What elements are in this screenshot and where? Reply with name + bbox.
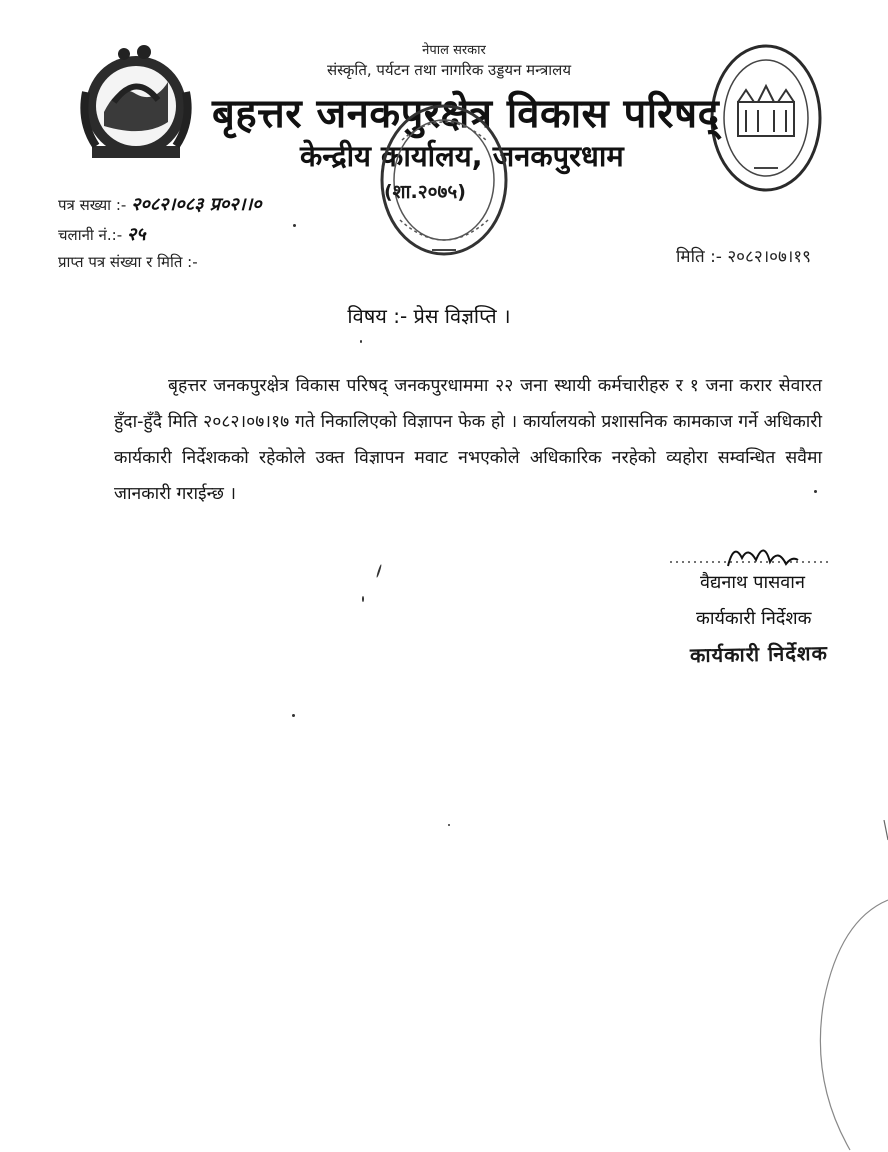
government-line: नेपाल सरकार	[422, 43, 486, 58]
scan-speck	[292, 714, 295, 717]
scan-speck	[362, 596, 364, 602]
signatory-stamp: कार्यकारी निर्देशक	[689, 640, 829, 668]
scan-speck	[448, 824, 450, 826]
body-text: बृहत्तर जनकपुरक्षेत्र विकास परिषद् जनकपुरधाममा २२ जना स्थायी कर्मचारीहरु र १ जना करार सेवारत हुँदा-हुँदै मिति २०८२।०७।१७ गते निकालिएको विज्ञापन फेक हो । कार्यालयको प्रशासनिक कामकाज गर्ने अधिकारी कार्यकारी निर्देशकको रहेकोले उक्त विज्ञापन मवाट नभएकोले अधिकारिक नरहेको व्यहोरा सम्वन्धित सवैमा जानकारी गराईन्छ ।	[114, 376, 822, 504]
letter-number-label: पत्र सख्या :-	[58, 196, 127, 214]
subject-line: विषय :- प्रेस विज्ञप्ति ।	[347, 304, 511, 328]
signatory-name: वैद्यनाथ पासवान	[700, 572, 805, 593]
ministry-line: संस्कृति, पर्यटन तथा नागरिक उड्डयन मन्त्रालय	[326, 61, 572, 79]
stamp-text: (शा.२०७५)	[384, 181, 466, 203]
scan-speck	[814, 490, 817, 493]
scan-speck	[293, 224, 296, 227]
page-edge-shadow-icon	[780, 820, 888, 1152]
scan-speck	[360, 340, 362, 343]
letter-number-value: २०८२।०८३ प्र०२।।०	[131, 194, 262, 215]
date-row	[676, 244, 811, 267]
body-paragraph	[114, 368, 822, 512]
letter-number-row	[58, 192, 262, 216]
scan-speck	[376, 564, 382, 578]
dispatch-number-label: चलानी नं.:-	[58, 226, 123, 244]
office-line: केन्द्रीय कार्यालय, जनकपुरधाम	[300, 139, 624, 173]
signatory-title: कार्यकारी निर्देशक	[696, 608, 812, 629]
received-letter-label: प्राप्त पत्र संख्या र मिति :-	[58, 253, 198, 271]
dispatch-number-value: २५	[126, 224, 146, 245]
date-value: २०८२।०७।१९	[727, 247, 811, 267]
date-label: मिति :-	[676, 247, 722, 267]
dispatch-number-row	[58, 222, 146, 246]
organization-title: बृहत्तर जनकपुरक्षेत्र विकास परिषद्	[212, 91, 720, 137]
